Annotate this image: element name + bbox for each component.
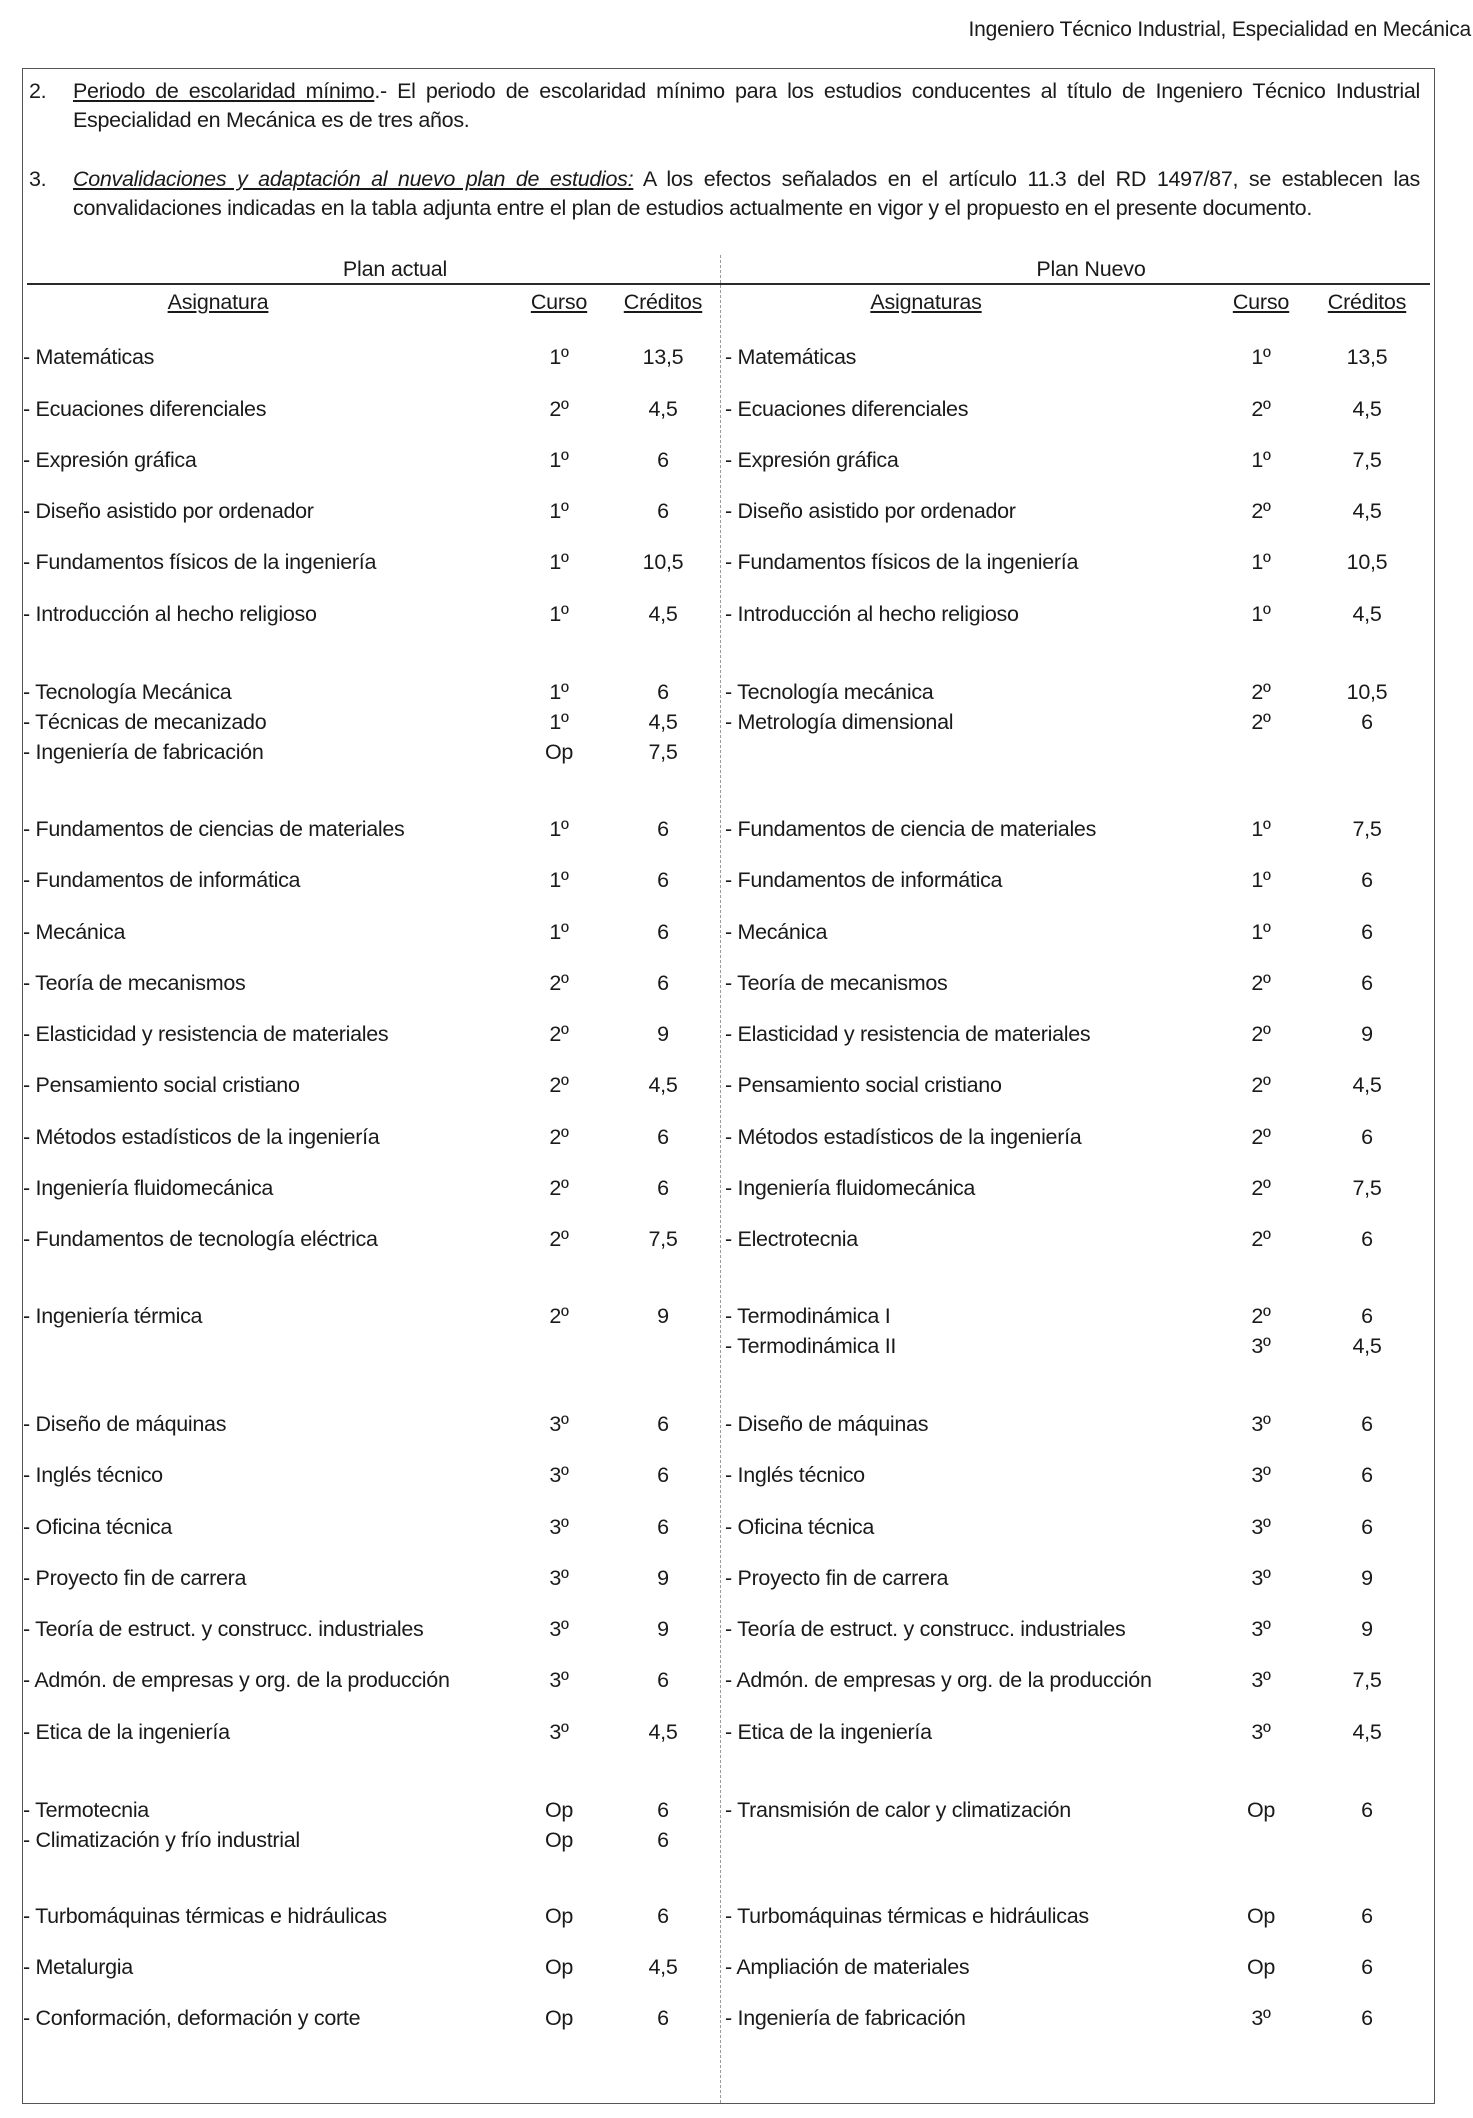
right-subject: - Matemáticas: [725, 345, 857, 369]
right-subject: - Turbomáquinas térmicas e hidráulicas: [725, 1904, 1089, 1928]
left-credits: 6: [657, 448, 669, 472]
left-subject: - Expresión gráfica: [23, 448, 197, 472]
left-credits: 13,5: [642, 345, 684, 369]
right-credits: 4,5: [1352, 602, 1382, 626]
left-header-subject: Asignatura: [167, 290, 269, 314]
right-credits: 4,5: [1352, 1073, 1382, 1097]
left-subject: - Técnicas de mecanizado: [23, 710, 267, 734]
left-course: Op: [544, 1904, 574, 1928]
right-credits: 9: [1361, 1022, 1373, 1046]
right-course: 2º: [1251, 1022, 1271, 1046]
left-course: 2º: [549, 1022, 569, 1046]
right-course: 3º: [1251, 1668, 1271, 1692]
plan-nuevo-label: Plan Nuevo: [1036, 257, 1146, 281]
left-course: 1º: [549, 817, 569, 841]
right-course: Op: [1246, 1904, 1276, 1928]
paragraph-text: .- El periodo de escolaridad mínimo para los estudios conducentes al título de Ingeniero Técnico Industrial Especialidad en Mecánica es de tres años.: [73, 79, 1420, 132]
right-subject: - Fundamentos de informática: [725, 868, 1003, 892]
right-course: 1º: [1251, 920, 1271, 944]
left-credits: 6: [657, 920, 669, 944]
left-credits: 6: [657, 1412, 669, 1436]
right-subject: - Tecnología mecánica: [725, 680, 934, 704]
right-course: 2º: [1251, 499, 1271, 523]
right-credits: 4,5: [1352, 1720, 1382, 1744]
right-credits: 6: [1361, 920, 1373, 944]
left-course: 1º: [549, 550, 569, 574]
left-credits: 4,5: [648, 710, 678, 734]
right-credits: 9: [1361, 1617, 1373, 1641]
right-credits: 6: [1361, 1515, 1373, 1539]
left-subject: - Ingeniería fluidomecánica: [23, 1176, 274, 1200]
right-subject: - Teoría de estruct. y construcc. industriales: [725, 1617, 1126, 1641]
right-subject: - Fundamentos físicos de la ingeniería: [725, 550, 1079, 574]
left-course: Op: [544, 1955, 574, 1979]
left-subject: - Ingeniería térmica: [23, 1304, 203, 1328]
left-course: 3º: [549, 1668, 569, 1692]
left-credits: 6: [657, 868, 669, 892]
left-credits: 6: [657, 680, 669, 704]
right-course: 1º: [1251, 602, 1271, 626]
left-course: Op: [544, 1798, 574, 1822]
left-subject: - Pensamiento social cristiano: [23, 1073, 300, 1097]
right-course: 1º: [1251, 345, 1271, 369]
right-course: 2º: [1251, 1073, 1271, 1097]
paragraph-lead: Periodo de escolaridad mínimo: [73, 79, 375, 103]
left-subject: - Ecuaciones diferenciales: [23, 397, 267, 421]
right-subject: - Inglés técnico: [725, 1463, 865, 1487]
left-subject: - Oficina técnica: [23, 1515, 173, 1539]
right-course: 3º: [1251, 1463, 1271, 1487]
right-course: 1º: [1251, 448, 1271, 472]
right-subject: - Mecánica: [725, 920, 828, 944]
left-credits: 4,5: [648, 1073, 678, 1097]
left-subject: - Mecánica: [23, 920, 126, 944]
left-credits: 9: [657, 1022, 669, 1046]
left-credits: 6: [657, 971, 669, 995]
right-subject: - Transmisión de calor y climatización: [725, 1798, 1071, 1822]
left-course: Op: [544, 1828, 574, 1852]
paragraph-number: 3.: [29, 167, 47, 191]
left-course: Op: [544, 2006, 574, 2030]
right-course: 3º: [1251, 2006, 1271, 2030]
right-course: 1º: [1251, 550, 1271, 574]
right-header-credits: Créditos: [1327, 290, 1407, 314]
left-credits: 4,5: [648, 1720, 678, 1744]
left-course: 2º: [549, 1304, 569, 1328]
left-course: 2º: [549, 1125, 569, 1149]
left-subject: - Termotecnia: [23, 1798, 149, 1822]
right-course: 2º: [1251, 971, 1271, 995]
left-subject: - Conformación, deformación y corte: [23, 2006, 361, 2030]
right-credits: 6: [1361, 1904, 1373, 1928]
right-credits: 6: [1361, 1412, 1373, 1436]
right-credits: 6: [1361, 971, 1373, 995]
right-credits: 10,5: [1346, 680, 1388, 704]
right-course: 1º: [1251, 868, 1271, 892]
header-rule: [27, 283, 1430, 285]
left-course: 1º: [549, 868, 569, 892]
left-course: 2º: [549, 1176, 569, 1200]
left-subject: - Teoría de estruct. y construcc. industriales: [23, 1617, 424, 1641]
right-subject: - Proyecto fin de carrera: [725, 1566, 949, 1590]
left-credits: 7,5: [648, 1227, 678, 1251]
right-course: 3º: [1251, 1412, 1271, 1436]
left-subject: - Matemáticas: [23, 345, 155, 369]
right-subject: - Oficina técnica: [725, 1515, 875, 1539]
right-credits: 6: [1361, 1463, 1373, 1487]
right-subject: - Ecuaciones diferenciales: [725, 397, 969, 421]
paragraph-number: 2.: [29, 79, 47, 103]
right-credits: 6: [1361, 1798, 1373, 1822]
left-credits: 6: [657, 1463, 669, 1487]
right-course: 2º: [1251, 710, 1271, 734]
right-subject: - Elasticidad y resistencia de materiales: [725, 1022, 1091, 1046]
left-course: 3º: [549, 1617, 569, 1641]
right-subject: - Métodos estadísticos de la ingeniería: [725, 1125, 1082, 1149]
left-subject: - Turbomáquinas térmicas e hidráulicas: [23, 1904, 387, 1928]
right-course: 3º: [1251, 1720, 1271, 1744]
left-subject: - Admón. de empresas y org. de la producción: [23, 1668, 450, 1692]
left-credits: 10,5: [642, 550, 684, 574]
left-credits: 6: [657, 1125, 669, 1149]
left-subject: - Diseño asistido por ordenador: [23, 499, 314, 523]
left-subject: - Teoría de mecanismos: [23, 971, 246, 995]
right-subject: - Diseño asistido por ordenador: [725, 499, 1016, 523]
right-subject: - Ingeniería de fabricación: [725, 2006, 966, 2030]
left-credits: 6: [657, 1668, 669, 1692]
left-subject: - Proyecto fin de carrera: [23, 1566, 247, 1590]
right-course: 2º: [1251, 397, 1271, 421]
left-course: 1º: [549, 448, 569, 472]
left-subject: - Etica de la ingeniería: [23, 1720, 230, 1744]
column-divider: [720, 255, 721, 2103]
content-frame: [22, 68, 1435, 2104]
right-course: Op: [1246, 1798, 1276, 1822]
right-subject: - Teoría de mecanismos: [725, 971, 948, 995]
right-subject: - Admón. de empresas y org. de la producción: [725, 1668, 1152, 1692]
left-credits: 4,5: [648, 602, 678, 626]
left-subject: - Fundamentos de informática: [23, 868, 301, 892]
left-credits: 6: [657, 2006, 669, 2030]
left-credits: 6: [657, 1904, 669, 1928]
left-credits: 9: [657, 1566, 669, 1590]
left-course: 3º: [549, 1463, 569, 1487]
left-credits: 6: [657, 499, 669, 523]
right-credits: 10,5: [1346, 550, 1388, 574]
left-credits: 4,5: [648, 1955, 678, 1979]
paragraph-2: [29, 77, 1420, 135]
right-header-subject: Asignaturas: [870, 290, 982, 314]
left-course: 1º: [549, 345, 569, 369]
right-course: 2º: [1251, 1304, 1271, 1328]
left-course: 3º: [549, 1720, 569, 1744]
right-credits: 6: [1361, 710, 1373, 734]
right-credits: 4,5: [1352, 1334, 1382, 1358]
left-subject: - Introducción al hecho religioso: [23, 602, 317, 626]
right-credits: 6: [1361, 1304, 1373, 1328]
right-credits: 6: [1361, 1955, 1373, 1979]
left-course: Op: [544, 740, 574, 764]
paragraph-lead: Convalidaciones y adaptación al nuevo plan de estudios:: [73, 167, 634, 191]
right-credits: 13,5: [1346, 345, 1388, 369]
left-course: 2º: [549, 1227, 569, 1251]
right-subject: - Introducción al hecho religioso: [725, 602, 1019, 626]
left-subject: - Diseño de máquinas: [23, 1412, 227, 1436]
right-subject: - Electrotecnia: [725, 1227, 858, 1251]
left-subject: - Tecnología Mecánica: [23, 680, 232, 704]
right-subject: - Etica de la ingeniería: [725, 1720, 932, 1744]
left-course: 3º: [549, 1566, 569, 1590]
left-subject: - Ingeniería de fabricación: [23, 740, 264, 764]
paragraph-text: A los efectos señalados en el artículo 11.3 del RD 1497/87, se establecen las convalidaciones indicadas en la tabla adjunta entre el plan de estudios actualmente en vigor y el propuesto en el presente documento.: [73, 167, 1420, 220]
left-course: 1º: [549, 499, 569, 523]
right-credits: 7,5: [1352, 817, 1382, 841]
right-subject: - Ampliación de materiales: [725, 1955, 970, 1979]
right-credits: 7,5: [1352, 448, 1382, 472]
right-subject: - Expresión gráfica: [725, 448, 899, 472]
left-credits: 6: [657, 1515, 669, 1539]
right-subject: - Pensamiento social cristiano: [725, 1073, 1002, 1097]
right-credits: 6: [1361, 1125, 1373, 1149]
left-course: 1º: [549, 602, 569, 626]
left-header-course: Curso: [530, 290, 588, 314]
left-header-credits: Créditos: [623, 290, 703, 314]
right-course: 3º: [1251, 1617, 1271, 1641]
right-course: 3º: [1251, 1334, 1271, 1358]
right-subject: - Termodinámica I: [725, 1304, 891, 1328]
left-subject: - Metalurgia: [23, 1955, 133, 1979]
plan-actual-label: Plan actual: [342, 257, 448, 281]
paragraph-3: [29, 165, 1420, 223]
left-subject: - Fundamentos de ciencias de materiales: [23, 817, 405, 841]
right-credits: 6: [1361, 868, 1373, 892]
right-credits: 9: [1361, 1566, 1373, 1590]
right-course: 3º: [1251, 1566, 1271, 1590]
left-subject: - Elasticidad y resistencia de materiales: [23, 1022, 389, 1046]
right-credits: 7,5: [1352, 1668, 1382, 1692]
right-credits: 4,5: [1352, 397, 1382, 421]
right-course: 2º: [1251, 1176, 1271, 1200]
left-subject: - Métodos estadísticos de la ingeniería: [23, 1125, 380, 1149]
right-course: Op: [1246, 1955, 1276, 1979]
left-credits: 6: [657, 817, 669, 841]
right-subject: - Termodinámica II: [725, 1334, 897, 1358]
left-credits: 9: [657, 1617, 669, 1641]
left-subject: - Inglés técnico: [23, 1463, 163, 1487]
right-subject: - Diseño de máquinas: [725, 1412, 929, 1436]
left-course: 1º: [549, 920, 569, 944]
left-subject: - Fundamentos físicos de la ingeniería: [23, 550, 377, 574]
right-credits: 6: [1361, 1227, 1373, 1251]
left-credits: 6: [657, 1176, 669, 1200]
right-subject: - Metrología dimensional: [725, 710, 954, 734]
left-course: 3º: [549, 1412, 569, 1436]
running-header: Ingeniero Técnico Industrial, Especialidad en Mecánica: [968, 18, 1471, 41]
left-credits: 9: [657, 1304, 669, 1328]
left-course: 2º: [549, 1073, 569, 1097]
right-subject: - Fundamentos de ciencia de materiales: [725, 817, 1097, 841]
left-course: 2º: [549, 971, 569, 995]
left-credits: 6: [657, 1828, 669, 1852]
left-credits: 7,5: [648, 740, 678, 764]
right-course: 2º: [1251, 1227, 1271, 1251]
right-course: 2º: [1251, 680, 1271, 704]
left-course: 3º: [549, 1515, 569, 1539]
right-header-course: Curso: [1232, 290, 1290, 314]
right-course: 1º: [1251, 817, 1271, 841]
right-credits: 6: [1361, 2006, 1373, 2030]
right-course: 2º: [1251, 1125, 1271, 1149]
left-credits: 4,5: [648, 397, 678, 421]
left-credits: 6: [657, 1798, 669, 1822]
left-subject: - Fundamentos de tecnología eléctrica: [23, 1227, 378, 1251]
left-subject: - Climatización y frío industrial: [23, 1828, 300, 1852]
left-course: 1º: [549, 680, 569, 704]
right-subject: - Ingeniería fluidomecánica: [725, 1176, 976, 1200]
right-credits: 7,5: [1352, 1176, 1382, 1200]
left-course: 2º: [549, 397, 569, 421]
right-credits: 4,5: [1352, 499, 1382, 523]
left-course: 1º: [549, 710, 569, 734]
right-course: 3º: [1251, 1515, 1271, 1539]
